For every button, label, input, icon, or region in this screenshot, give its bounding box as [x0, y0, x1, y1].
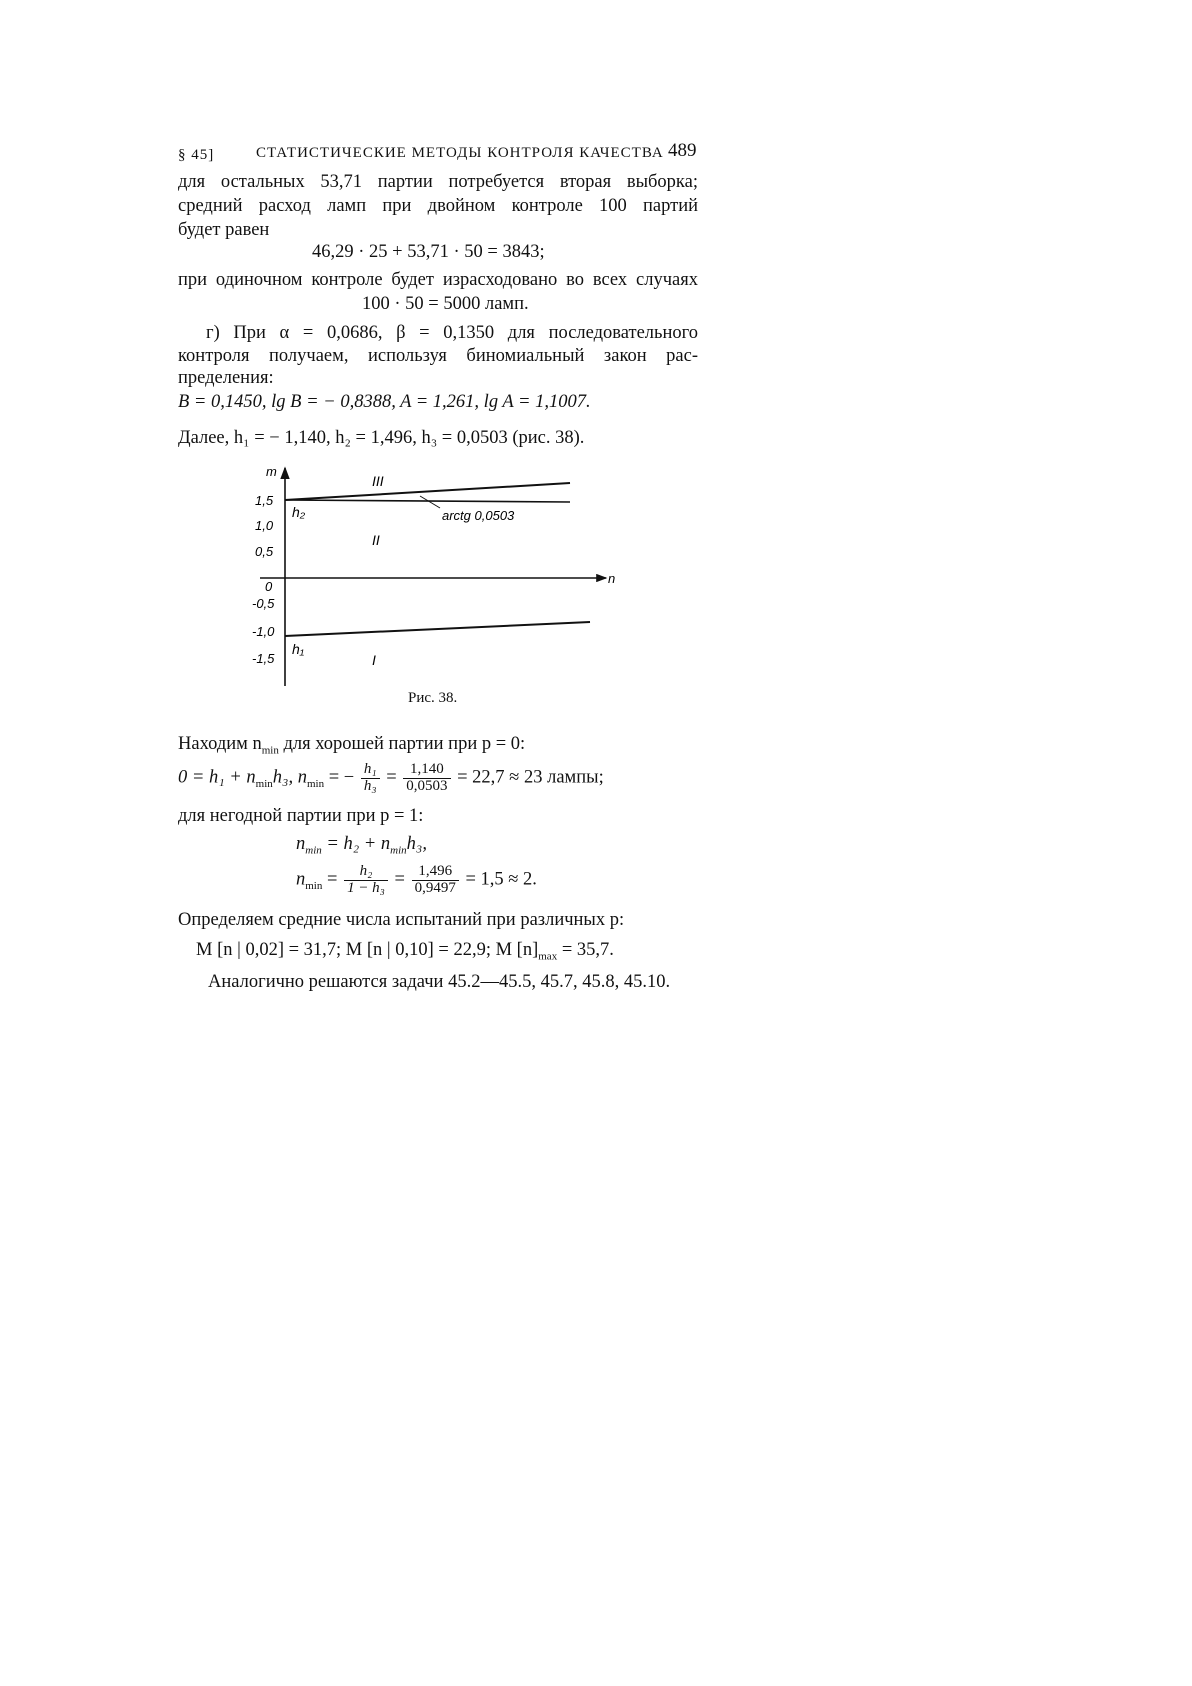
text-line: контроля получаем, используя биномиальный закон рас- — [178, 346, 698, 366]
text-line: Аналогично решаются задачи 45.2—45.5, 45.7, 45.8, 45.10. — [208, 972, 671, 992]
y-tick-label: 1,0 — [255, 518, 274, 533]
text-line: для остальных 53,71 партии потребуется вторая выборка; — [178, 172, 698, 192]
y-tick-label: 0,5 — [255, 544, 274, 559]
arctg-annotation: arctg 0,0503 — [442, 508, 515, 523]
y-tick-label: 1,5 — [255, 493, 274, 508]
y-axis-label: m — [266, 464, 277, 479]
equation: $n_{min}$ = $\frac{\text{h₂}}{\text{1 − h₃}}$ = $\frac{1,496}{0,9497}$ = 1,5 ≈ 2. — [296, 863, 537, 896]
region-label-III: III — [372, 473, 384, 489]
text-line: средний расход ламп при двойном контроле 100 партий — [178, 196, 698, 216]
figure-caption: Рис. 38. — [408, 690, 458, 706]
running-title: СТАТИСТИЧЕСКИЕ МЕТОДЫ КОНТРОЛЯ КАЧЕСТВА — [256, 145, 664, 161]
page-number: 489 — [668, 140, 697, 161]
equation: $n_{min} = h_2 + n_{min}h_3$, — [296, 834, 427, 857]
text-line: будет равен — [178, 220, 270, 240]
y-tick-label: 0 — [265, 579, 273, 594]
lower-boundary-line — [285, 622, 590, 636]
text-line: Определяем средние числа испытаний при различных p: — [178, 910, 625, 930]
y-tick-label: -0,5 — [252, 596, 275, 611]
equation: B = 0,1450, lg B = − 0,8388, A = 1,261, lg A = 1,1007. — [178, 392, 591, 412]
equation: 100 · 50 = 5000 ламп. — [362, 294, 529, 314]
section-number: § 45] — [178, 147, 215, 163]
equation: $0 = h_1 + n_{min}h_3$, $n_{min}$ = − $\frac{\text{h₁}}{\text{h₃}}$ = $\frac{1,140}{0,0503}$ = 22,7 ≈ 23 лампы; — [178, 761, 604, 794]
figure-38 — [250, 460, 630, 700]
upper-boundary-line — [285, 483, 570, 500]
text-line: Далее, h₁ = − 1,140, h₂ = 1,496, h₃ = 0,0503 (рис. 38). — [178, 428, 585, 448]
text-line: Находим $n_{min}$ для хорошей партии при p = 0: — [178, 734, 526, 757]
h1-label: h₁ — [292, 641, 305, 657]
region-label-I: I — [372, 652, 376, 668]
region-label-II: II — [372, 532, 380, 548]
text-line: пределения: — [178, 368, 274, 388]
y-tick-label: -1,5 — [252, 651, 275, 666]
h2-label: h₂ — [292, 504, 306, 520]
equation: M [n | 0,02] = 31,7; M [n | 0,10] = 22,9; M $[n]_{max} = 35,7$. — [196, 940, 614, 963]
text-line: при одиночном контроле будет израсходовано во всех случаях — [178, 270, 698, 290]
equation: 46,29 · 25 + 53,71 · 50 = 3843; — [312, 242, 545, 262]
annotation-leader — [420, 496, 440, 508]
text-line: для негодной партии при p = 1: — [178, 806, 424, 826]
x-axis-label: n — [608, 571, 616, 586]
text-line: г) При α = 0,0686, β = 0,1350 для последовательного — [206, 323, 698, 343]
y-tick-label: -1,0 — [252, 624, 275, 639]
